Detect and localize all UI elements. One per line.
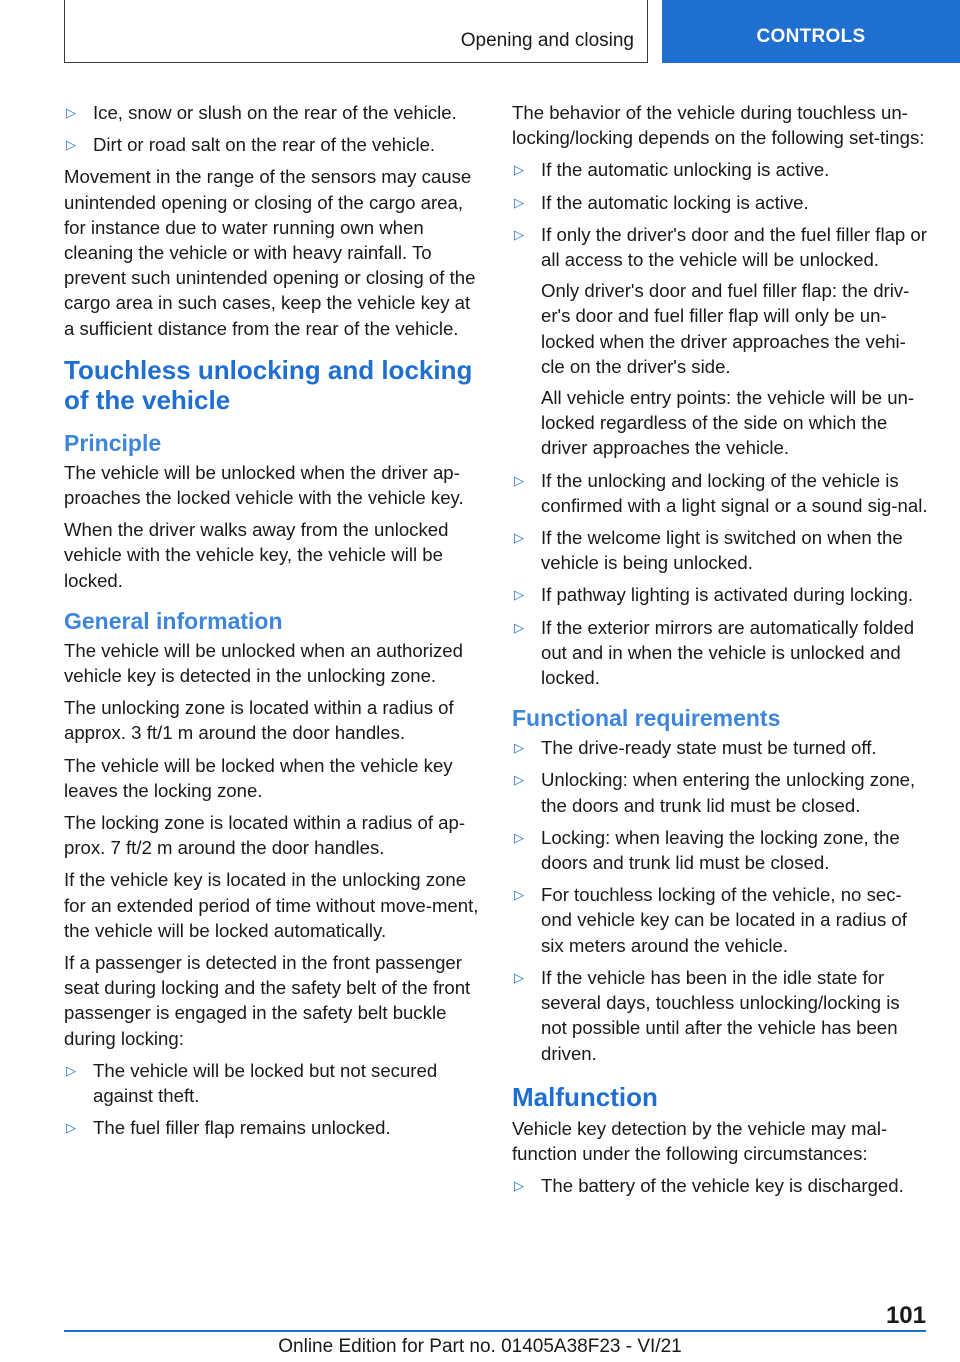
paragraph-movement: Movement in the range of the sensors may cause unintended opening or closing of the cargo area, for instance due to water running own when cleaning the vehicle or with heavy rainfall. To prevent such unintended opening or closing of the cargo area in such cases, keep the vehicle key at a sufficient distance from the rear of the vehicle. — [64, 166, 476, 339]
paragraph: The vehicle will be unlocked when the driver ap-proaches the locked vehicle with the vehicle key. — [64, 461, 464, 509]
chapter-tab — [662, 0, 960, 63]
functional-requirements-heading: Functional requirements — [512, 705, 781, 732]
list-item: ▷ The drive-ready state must be turned off. — [514, 737, 877, 759]
malfunction-list — [512, 1173, 928, 1198]
list-item: ▷ If only the driver's door and the fuel filler flap or all access to the vehicle will be unlocked. Only driver's door and fuel filler flap: the driv-er's door and fuel filler flap will only be un-locked when the driver approaches the vehi-cle on the driver's side. All vehicle entry points: the vehicle will be un-locked regardless of the side on which the driver approaches the vehicle. — [512, 222, 928, 461]
triangle-bullet-icon: ▷ — [514, 472, 524, 488]
triangle-bullet-icon: ▷ — [514, 619, 524, 635]
paragraph: The vehicle will be locked when the vehicle key leaves the locking zone. — [64, 754, 453, 801]
paragraph: If a passenger is detected in the front passenger seat during locking and the safety belt of the front passenger is engaged in the safety belt buckle during locking: — [64, 952, 471, 1049]
triangle-bullet-icon: ▷ — [66, 1062, 76, 1078]
list-item: ▷ If the automatic locking is active. — [514, 191, 809, 213]
triangle-bullet-icon: ▷ — [66, 105, 76, 120]
sub-paragraph: All vehicle entry points: the vehicle will be un-locked regardless of the side on which the driver approaches the vehicle. — [541, 387, 915, 459]
triangle-bullet-icon: ▷ — [514, 969, 524, 985]
edition-note: Online Edition for Part no. 01405A38F23 - VI/21 — [278, 1336, 682, 1357]
list-item: ▷ If the automatic unlocking is active. — [514, 159, 830, 181]
malfunction-heading: Malfunction — [512, 1081, 658, 1112]
triangle-bullet-icon: ▷ — [514, 194, 524, 210]
list-item: ▷ Dirt or road salt on the rear of the vehicle. — [66, 134, 436, 156]
paragraph: The unlocking zone is located within a radius of approx. 3 ft/1 m around the door handles. — [64, 697, 454, 744]
list-item: ▷ If the welcome light is switched on when the vehicle is being unlocked. — [514, 527, 903, 574]
triangle-bullet-icon: ▷ — [514, 740, 524, 756]
triangle-bullet-icon: ▷ — [66, 137, 76, 153]
list-item: ▷ Unlocking: when entering the unlocking zone, the doors and trunk lid must be closed. — [514, 769, 916, 816]
triangle-bullet-icon: ▷ — [514, 1178, 524, 1194]
right-column — [512, 100, 928, 1205]
settings-list — [512, 157, 928, 690]
functional-list — [512, 735, 928, 1065]
triangle-bullet-icon: ▷ — [514, 772, 524, 788]
list-item: ▷ For touchless locking of the vehicle, no sec-ond vehicle key can be located in a radius of six meters around the vehicle. — [514, 884, 907, 956]
list-item: ▷ The vehicle will be locked but not secured against theft. — [66, 1059, 438, 1107]
paragraph: If the vehicle key is located in the unlocking zone for an extended period of time without move-ment, the vehicle will be locked automatically. — [64, 869, 479, 941]
passenger-list — [64, 1058, 480, 1141]
triangle-bullet-icon: ▷ — [66, 1120, 76, 1136]
paragraph: The locking zone is located within a radius of ap-prox. 7 ft/2 m around the door handles. — [64, 812, 466, 859]
list-item: ▷ The fuel filler flap remains unlocked. — [66, 1117, 391, 1139]
paragraph: When the driver walks away from the unlocked vehicle with the vehicle key, the vehicle will be locked. — [64, 519, 449, 591]
triangle-bullet-icon: ▷ — [514, 162, 524, 178]
paragraph: Vehicle key detection by the vehicle may mal-function under the following circumstances: — [512, 1117, 888, 1164]
footer-divider — [64, 1330, 926, 1332]
list-item: ▷ If the exterior mirrors are automatically folded out and in when the vehicle is unlocked and locked. — [514, 616, 915, 689]
section-title: Opening and closing — [460, 30, 634, 51]
list-item: ▷ Ice, snow or slush on the rear of the vehicle. — [66, 102, 457, 123]
sensor-interference-list — [64, 100, 480, 157]
list-item: ▷ If pathway lighting is activated during locking. — [514, 584, 914, 606]
list-item: ▷ The battery of the vehicle key is discharged. — [514, 1175, 904, 1197]
chapter-label: CONTROLS — [756, 25, 866, 47]
list-item: ▷ Locking: when leaving the locking zone, the doors and trunk lid must be closed. — [514, 826, 900, 874]
general-information-heading: General information — [64, 607, 283, 634]
left-column — [64, 100, 480, 1148]
triangle-bullet-icon: ▷ — [514, 530, 524, 546]
list-item: ▷ If the vehicle has been in the idle state for several days, touchless unlocking/locking is not possible until after the vehicle has been driven. — [514, 966, 900, 1064]
page-number: 101 — [885, 1302, 926, 1329]
triangle-bullet-icon: ▷ — [514, 887, 524, 903]
paragraph-intro: The behavior of the vehicle during touchless un-locking/locking depends on the following set-tings: — [512, 102, 925, 149]
triangle-bullet-icon: ▷ — [514, 829, 524, 845]
sub-paragraph: Only driver's door and fuel filler flap: the driv-er's door and fuel filler flap will only be un-locked when the driver approaches the vehi-cle on the driver's side. — [541, 280, 910, 377]
triangle-bullet-icon: ▷ — [514, 587, 524, 603]
principle-heading: Principle — [64, 429, 162, 456]
paragraph: The vehicle will be unlocked when an authorized vehicle key is detected in the unlocking zone. — [64, 639, 463, 687]
list-item: ▷ If the unlocking and locking of the vehicle is confirmed with a light signal or a sound sig-nal. — [514, 469, 928, 516]
triangle-bullet-icon: ▷ — [514, 226, 524, 242]
section-heading: Touchless unlocking and locking of the vehicle — [64, 354, 473, 415]
